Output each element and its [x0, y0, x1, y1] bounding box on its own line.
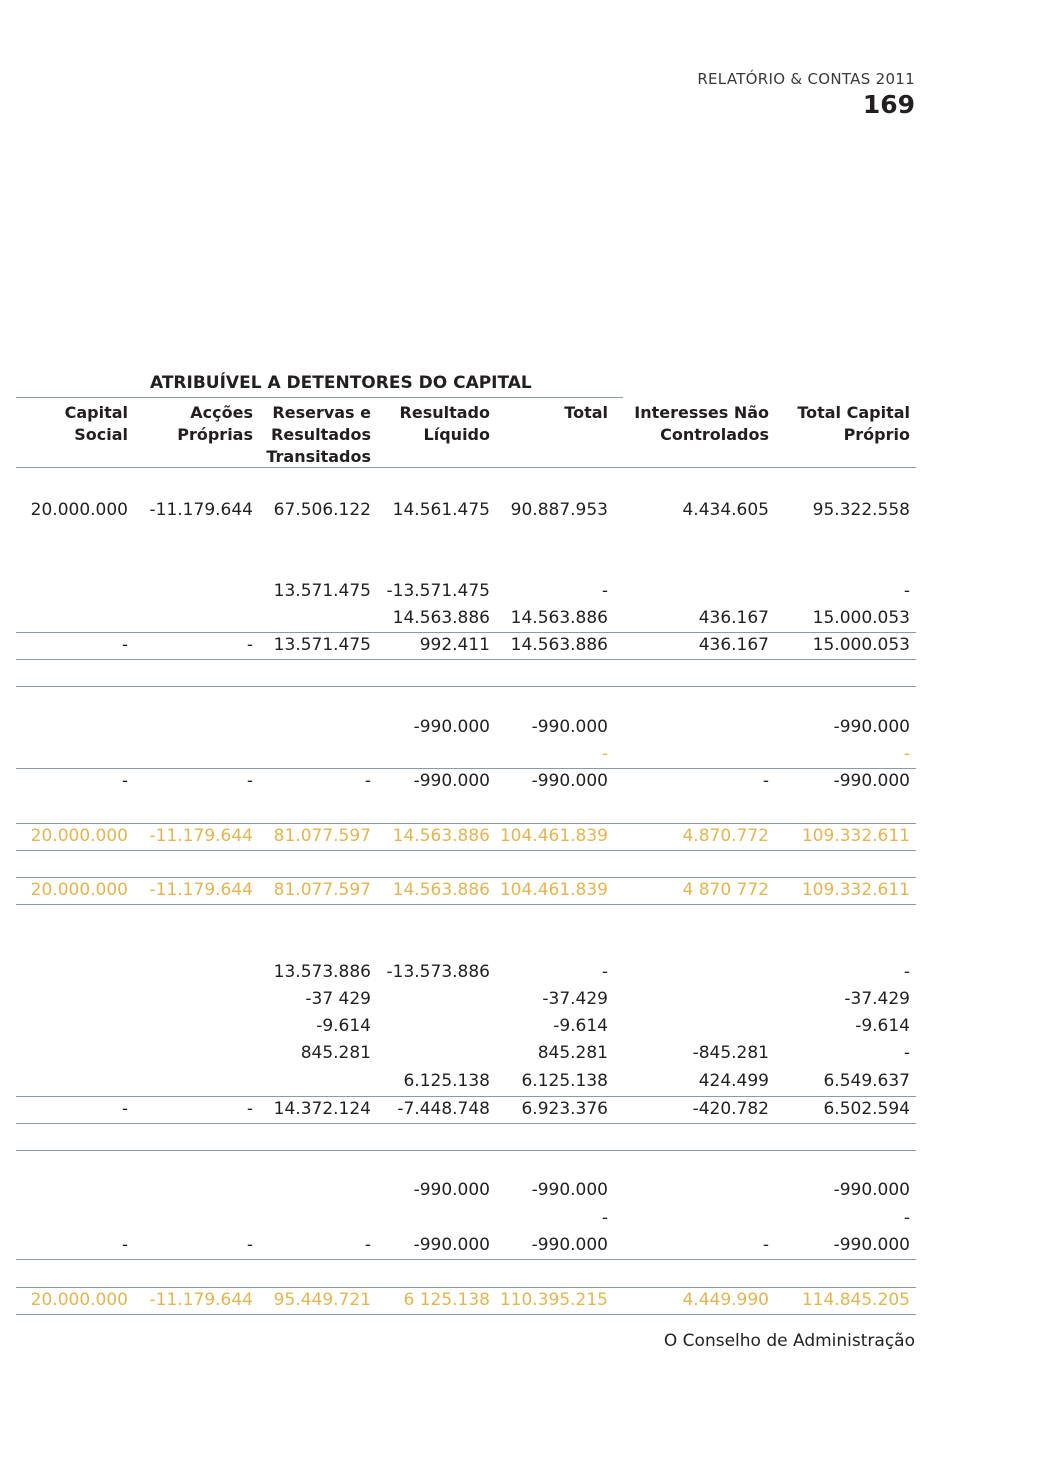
table-cell: -13.571.475: [386, 581, 490, 601]
signature: O Conselho de Administração: [663, 1331, 915, 1351]
column-header: [0, 402, 128, 446]
table-cell: 14.563.886: [392, 880, 490, 900]
table-rule: [16, 1259, 916, 1260]
table-rule: [16, 686, 916, 687]
table-cell: -: [601, 744, 608, 764]
balance-row: [16, 877, 916, 904]
table-cell: 14.561.475: [392, 500, 490, 520]
table-cell: -420.782: [692, 1099, 769, 1119]
table-cell: 14.563.886: [392, 608, 490, 628]
table-row: [16, 959, 916, 986]
column-header: [375, 402, 490, 446]
table-cell: 6.549.637: [823, 1071, 910, 1091]
table-row: [16, 1177, 916, 1204]
table-cell: -: [903, 1043, 910, 1063]
table-cell: -: [903, 962, 910, 982]
table-rule: [16, 1314, 916, 1315]
table-cell: 14.372.124: [273, 1099, 371, 1119]
table-cell: -990.000: [833, 771, 910, 791]
column-header-line: Resultado: [399, 403, 490, 422]
table-cell: 6.125.138: [403, 1071, 490, 1091]
table-cell: 13.571.475: [273, 635, 371, 655]
table-cell: 109.332.611: [801, 826, 910, 846]
table-cell: 95.322.558: [812, 500, 910, 520]
table-cell: 81.077.597: [273, 880, 371, 900]
table-row: [16, 1040, 916, 1067]
table-cell: -13.573.886: [386, 962, 490, 982]
table-cell: -: [364, 1235, 371, 1255]
table-cell: -: [246, 635, 253, 655]
table-cell: -: [364, 771, 371, 791]
table-row: [16, 1232, 916, 1259]
table-cell: -9.614: [855, 1016, 910, 1036]
table-cell: 6.125.138: [521, 1071, 608, 1091]
group-title: ATRIBUÍVEL A DETENTORES DO CAPITAL: [150, 373, 532, 393]
column-header-line: Total: [564, 403, 608, 422]
table-cell: 6 125.138: [403, 1290, 490, 1310]
column-header: [619, 402, 769, 446]
header-rule: [16, 467, 916, 468]
table-cell: -845.281: [692, 1043, 769, 1063]
table-cell: 20.000.000: [30, 880, 128, 900]
column-header-line: Total Capital: [797, 403, 910, 422]
table-cell: -: [903, 1208, 910, 1228]
table-cell: -: [762, 771, 769, 791]
table-cell: -: [601, 962, 608, 982]
table-cell: 104.461.839: [499, 880, 608, 900]
table-cell: -990.000: [833, 717, 910, 737]
table-row: [16, 768, 916, 795]
table-cell: 845.281: [537, 1043, 608, 1063]
table-cell: 15.000.053: [812, 635, 910, 655]
table-rule: [16, 850, 916, 851]
table-cell: -: [903, 581, 910, 601]
table-cell: -9.614: [316, 1016, 371, 1036]
table-cell: 436.167: [698, 608, 769, 628]
table-cell: 110.395.215: [499, 1290, 608, 1310]
table-cell: 13.573.886: [273, 962, 371, 982]
table-cell: -: [246, 1099, 253, 1119]
table-cell: 992.411: [419, 635, 490, 655]
table-rule: [16, 1150, 916, 1151]
table-cell: 6.502.594: [823, 1099, 910, 1119]
column-header-line: Transitados: [266, 447, 371, 466]
column-header: [256, 402, 371, 468]
table-cell: 4.870.772: [682, 826, 769, 846]
table-cell: -: [121, 635, 128, 655]
report-title: RELATÓRIO & CONTAS 2011: [697, 70, 915, 88]
column-header-line: Resultados: [271, 425, 371, 444]
table-cell: -: [903, 744, 910, 764]
table-cell: -7.448.748: [397, 1099, 490, 1119]
table-cell: -: [762, 1235, 769, 1255]
table-cell: -37.429: [844, 989, 910, 1009]
table-cell: 95.449.721: [273, 1290, 371, 1310]
column-header-line: Reservas e: [272, 403, 371, 422]
table-cell: 20.000.000: [30, 1290, 128, 1310]
table-cell: 104.461.839: [499, 826, 608, 846]
table-cell: -: [601, 1208, 608, 1228]
table-cell: 114.845.205: [801, 1290, 910, 1310]
table-cell: -9.614: [553, 1016, 608, 1036]
table-row: [16, 714, 916, 741]
table-rule: [16, 904, 916, 905]
table-cell: 67.506.122: [273, 500, 371, 520]
column-header-line: Líquido: [423, 425, 490, 444]
table-cell: -990.000: [413, 771, 490, 791]
table-cell: 4.434.605: [682, 500, 769, 520]
table-row: [16, 605, 916, 632]
table-cell: -990.000: [413, 1180, 490, 1200]
table-row: [16, 632, 916, 659]
column-header-line: Próprio: [843, 425, 910, 444]
table-cell: -: [246, 1235, 253, 1255]
table-cell: -: [121, 1099, 128, 1119]
column-header-line: Social: [74, 425, 128, 444]
table-rule: [16, 1123, 916, 1124]
table-cell: -990.000: [413, 1235, 490, 1255]
table-cell: 13.571.475: [273, 581, 371, 601]
table-cell: -: [121, 1235, 128, 1255]
table-cell: -990.000: [531, 1180, 608, 1200]
table-row: [16, 986, 916, 1013]
table-cell: 14.563.886: [392, 826, 490, 846]
table-row: [16, 497, 916, 524]
table-cell: -: [246, 771, 253, 791]
table-cell: 81.077.597: [273, 826, 371, 846]
table-cell: 4 870 772: [682, 880, 769, 900]
table-cell: -990.000: [531, 771, 608, 791]
table-cell: 424.499: [698, 1071, 769, 1091]
table-cell: -11.179.644: [149, 826, 253, 846]
table-row: [16, 578, 916, 605]
table-cell: -990.000: [833, 1235, 910, 1255]
table-cell: 436.167: [698, 635, 769, 655]
table-rule: [16, 659, 916, 660]
table-cell: 14.563.886: [510, 635, 608, 655]
column-header-line: Capital: [64, 403, 128, 422]
column-header-line: Acções: [190, 403, 253, 422]
table-cell: 20.000.000: [30, 826, 128, 846]
column-header-line: Controlados: [660, 425, 769, 444]
table-cell: -37 429: [305, 989, 371, 1009]
table-cell: -990.000: [833, 1180, 910, 1200]
table-cell: 109.332.611: [801, 880, 910, 900]
column-header: [133, 402, 253, 446]
table-row: [16, 1205, 916, 1232]
page-number: 169: [862, 90, 915, 119]
table-cell: 4.449.990: [682, 1290, 769, 1310]
column-header-line: Próprias: [177, 425, 253, 444]
table-cell: 845.281: [300, 1043, 371, 1063]
table-cell: -: [601, 581, 608, 601]
column-header: [493, 402, 608, 424]
column-header-line: Interesses Não: [634, 403, 769, 422]
table-row: [16, 1068, 916, 1095]
table-cell: -990.000: [531, 717, 608, 737]
table-cell: -990.000: [531, 1235, 608, 1255]
table-cell: 20.000.000: [30, 500, 128, 520]
table-row: [16, 1013, 916, 1040]
balance-row: [16, 1287, 916, 1314]
balance-row: [16, 823, 916, 850]
table-cell: 14.563.886: [510, 608, 608, 628]
table-cell: -11.179.644: [149, 1290, 253, 1310]
table-row: [16, 1096, 916, 1123]
table-cell: 15.000.053: [812, 608, 910, 628]
table-cell: -990.000: [413, 717, 490, 737]
group-underline: [16, 397, 623, 398]
column-header: [770, 402, 910, 446]
table-cell: -: [121, 771, 128, 791]
table-cell: 90.887.953: [510, 500, 608, 520]
table-cell: -11.179.644: [149, 880, 253, 900]
table-cell: 6.923.376: [521, 1099, 608, 1119]
table-row: [16, 741, 916, 768]
table-cell: -11.179.644: [149, 500, 253, 520]
table-cell: -37.429: [542, 989, 608, 1009]
